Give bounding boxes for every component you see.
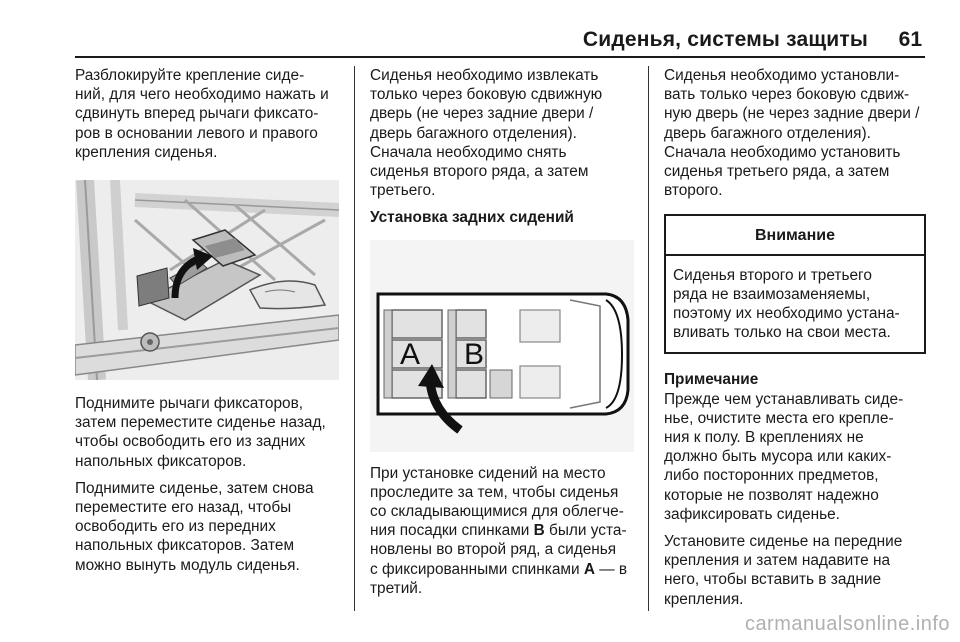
col2-para2 (370, 464, 642, 598)
text-line: должно быть мусора или каких- (664, 448, 892, 466)
text-line: Установите сиденье на передние (664, 533, 903, 551)
text-line: затем переместите сиденье назад, (75, 414, 326, 432)
text-line: чтобы освободить его из задних (75, 433, 306, 451)
text-fragment: — в (594, 560, 628, 578)
text-line: крепления. (664, 590, 744, 608)
text-line: освободить его из передних (75, 518, 276, 536)
note-block (664, 370, 926, 524)
watermark: carmanualsonline.info (744, 613, 950, 635)
text-line: ров в основании левого и правого (75, 124, 318, 142)
text-line: крепления сиденья. (75, 143, 218, 161)
seat-latch-illustration (75, 180, 339, 380)
text-line: третьего. (370, 182, 436, 200)
text-line: вать только через боковую сдвиж- (664, 86, 910, 104)
column-divider-1 (354, 66, 355, 611)
label-a: A (400, 337, 421, 371)
page-number: 61 (898, 28, 922, 51)
col1-para1 (75, 66, 347, 162)
text-fragment: с фиксированными спинками (370, 560, 584, 578)
column-3 (664, 66, 926, 617)
text-line: сиденья второго ряда, а затем (370, 163, 589, 181)
text-line: Поднимите рычаги фиксаторов, (75, 395, 304, 413)
text-line: ряда не взаимозаменяемы, (673, 285, 871, 303)
col1-para3 (75, 479, 347, 575)
text-line: При установке сидений на место (370, 464, 606, 482)
text-line: поэтому их необходимо устана- (673, 305, 900, 323)
text-line (370, 560, 642, 579)
text-line: сдвинуть вперед рычаги фиксато- (75, 105, 319, 123)
text-line: него, чтобы вставить в задние (664, 571, 882, 589)
van-seat-plan (370, 240, 634, 452)
text-line: переместите его назад, чтобы (75, 499, 292, 517)
text-line: Сиденья второго и третьего (673, 266, 872, 284)
text-line: Разблокируйте крепление сиде- (75, 67, 305, 84)
label-b: B (464, 337, 485, 371)
text-line: которые не позволят надежно (664, 486, 879, 504)
text-line: Сиденья необходимо установли- (664, 67, 900, 84)
warning-box (664, 214, 926, 354)
text-line: третий. (370, 579, 423, 597)
text-line: дверь багажного отделения). (370, 124, 577, 142)
text-line: ний, для чего необходимо нажать и (75, 86, 329, 104)
text-line: Прежде чем устанавливать сиде- (664, 390, 904, 408)
column-1 (75, 66, 347, 583)
text-line: Сиденья необходимо извлекать (370, 67, 599, 84)
subheading-rear-seats: Установка задних сидений (370, 209, 574, 227)
seat-latch-drawing (75, 180, 339, 380)
text-line: Сначала необходимо снять (370, 143, 567, 161)
column-2 (370, 66, 642, 606)
warning-body (666, 256, 924, 353)
note-title: Примечание (664, 371, 759, 389)
text-line: крепления и затем надавите на (664, 552, 891, 570)
text-line: сиденья третьего ряда, а затем (664, 163, 890, 181)
text-line: только через боковую сдвижную (370, 86, 603, 104)
text-line: Сначала необходимо установить (664, 143, 901, 161)
col2-para1 (370, 66, 642, 200)
text-line: дверь (не через задние двери / (370, 105, 594, 123)
col3-para1 (664, 66, 926, 200)
text-fragment: ния посадки спинками (370, 522, 534, 540)
column-divider-2 (648, 66, 649, 611)
text-line: вливать только на свои места. (673, 324, 891, 342)
seat-layout-diagram (370, 240, 634, 452)
text-line: ния к полу. В креплениях не (664, 429, 864, 447)
text-line: дверь багажного отделения). (664, 124, 871, 142)
warning-title: Внимание (666, 216, 924, 255)
text-line: со складывающимися для облегче- (370, 503, 624, 521)
bold-label-b: B (533, 522, 545, 540)
text-line: проследите за тем, чтобы сиденья (370, 483, 619, 501)
text-line: напольных фиксаторов. (75, 452, 247, 470)
bold-label-a: A (583, 560, 595, 578)
text-line: новлены во второй ряд, а сиденья (370, 541, 617, 559)
text-line: Поднимите сиденье, затем снова (75, 479, 314, 497)
text-line: ную дверь (не через задние двери / (664, 105, 920, 123)
text-line: можно вынуть модуль сиденья. (75, 556, 300, 574)
text-line: либо посторонних предметов, (664, 467, 879, 485)
text-line: нье, очистите места его крепле- (664, 409, 894, 427)
page-header (0, 0, 960, 56)
col1-para2 (75, 394, 347, 471)
text-line: зафиксировать сиденье. (664, 505, 840, 523)
text-fragment: были уста- (544, 522, 627, 540)
col3-para2 (664, 532, 926, 609)
text-line (370, 521, 642, 540)
section-title: Сиденья, системы защиты (582, 28, 868, 51)
text-line: напольных фиксаторов. Затем (75, 537, 295, 555)
header-rule (75, 56, 925, 58)
text-line: второго. (664, 182, 723, 200)
